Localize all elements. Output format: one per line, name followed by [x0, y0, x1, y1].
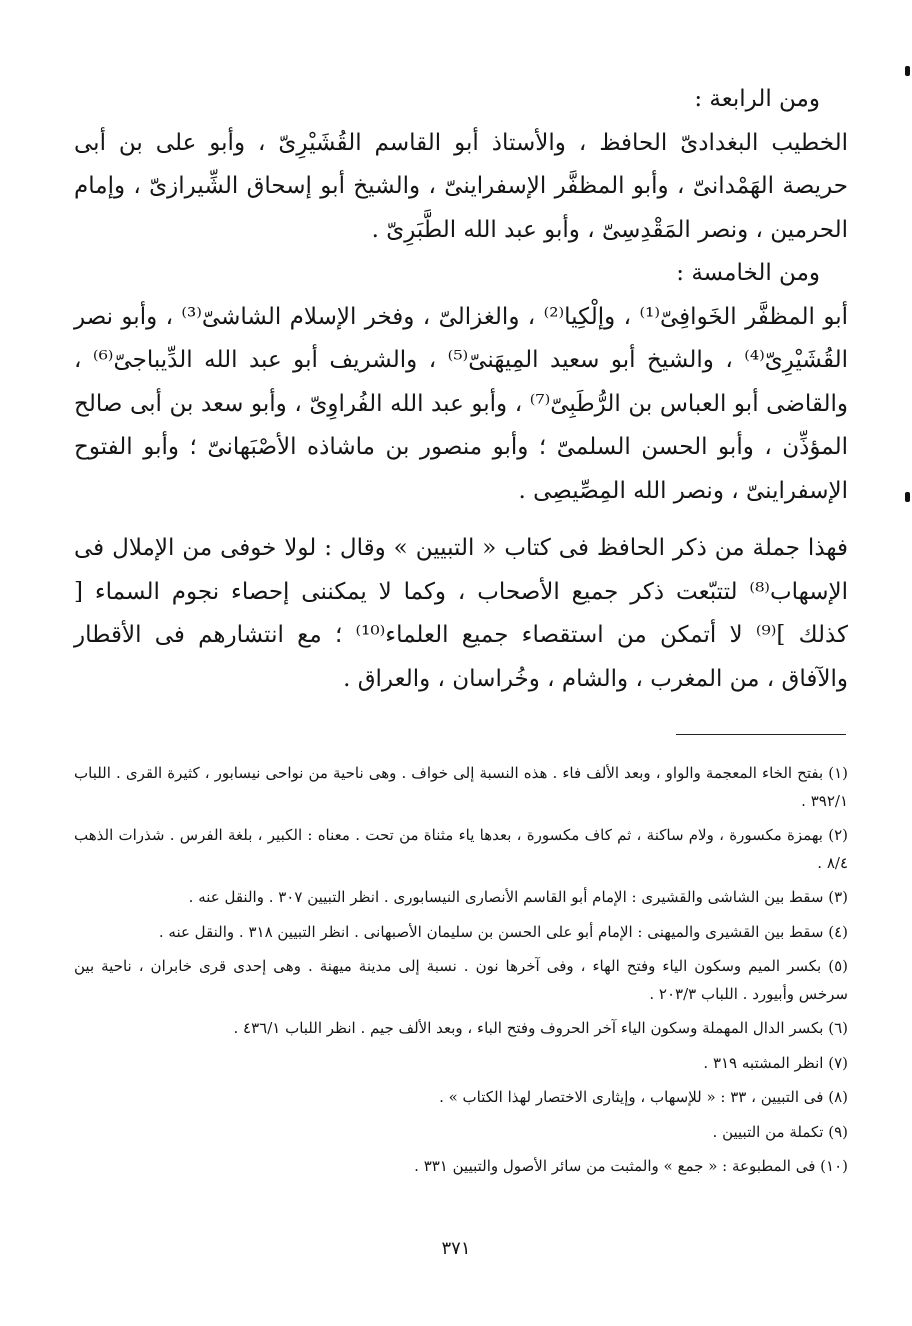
footnote: (٢) بهمزة مكسورة ، ولام ساكنة ، ثم كاف مكسورة ، بعدها ياء مثناة من تحت . معناه : الكبير ، بلغة الفرس . شذرات الذهب ٨/٤ .	[74, 826, 848, 872]
footnote: (٨) فى التبيين ، ٣٣ : « للإسهاب ، وإيثارى الاختصار لهذا الكتاب » .	[439, 1088, 848, 1106]
footnote: (٩) تكملة من التبيين .	[712, 1122, 848, 1141]
footnote: (٤) سقط بين القشيرى والميهنى : الإمام أبو على الحسن بن سليمان الأصبهانى . انظر التبيين ٣١٨ . والنقل عنه .	[158, 922, 848, 941]
footnote: (٧) انظر المشتبه ٣١٩ .	[703, 1053, 848, 1072]
margin-mark	[905, 66, 910, 76]
footnote: (١) بفتح الخاء المعجمة والواو ، وبعد الألف فاء . هذه النسبة إلى خواف . وهى ناحية من نواحى نيسابور ، كثيرة القرى . اللباب ٣٩٢/١ .	[74, 764, 848, 810]
page-number: ٣٧١	[441, 1238, 471, 1259]
paragraph-fourth-generation: الخطيب البغدادىّ الحافظ ، والأستاذ أبو القاسم القُشَيْرِىّ ، وأبو على بن أبى حريصة الهَمْدانىّ ، وأبو المظفَّر الإسفراينىّ ، والشيخ أبو إسحاق الشِّيرازىّ ، وإمام الحرمين ، ونصر المَقْدِسِىّ ، وأبو عبد الله الطَّبَرِىّ .	[74, 129, 848, 243]
section-heading-fifth: ومن الخامسة :	[676, 260, 820, 286]
paragraph-closing: فهذا جملة من ذكر الحافظ فى كتاب « التبيين » وقال : لولا خوفى من الإملال فى الإسهاب⁽⁸⁾ لتتبّعت ذكر جميع الأصحاب ، وكما لا يمكننى إحصاء نجوم السماء [ كذلك ]⁽⁹⁾ لا أتمكن من استقصاء جميع العلماء⁽¹⁰⁾ ؛ مع انتشارهم فى الأقطار والآفاق ، من المغرب ، والشام ، وخُراسان ، والعراق .	[74, 535, 849, 692]
footnote-divider	[676, 734, 846, 735]
footnotes	[74, 760, 848, 1181]
paragraph-fifth-generation: أبو المظفَّر الخَوافِىّ⁽¹⁾ ، وإلْكِيا⁽²⁾ ، والغزالىّ ، وفخر الإسلام الشاشىّ⁽³⁾ ، وأبو نصر القُشَيْرِىّ⁽⁴⁾ ، والشيخ أبو سعيد المِيهَنىّ⁽⁵⁾ ، والشريف أبو عبد الله الدِّيباجىّ⁽⁶⁾ ، والقاضى أبو العباس بن الرُّطَبِىّ⁽⁷⁾ ، وأبو عبد الله الفُراوِىّ ، وأبو سعد بن أبى صالح المؤذِّن ، وأبو الحسن السلمىّ ؛ وأبو منصور بن ماشاذه الأصْبَهانىّ ؛ وأبو الفتوح الإسفراينىّ ، ونصر الله المِصِّيصِى .	[74, 303, 849, 504]
footnote: (٥) بكسر الميم وسكون الياء وفتح الهاء ، وفى آخرها نون . نسبة إلى مدينة ميهنة . وهى إحدى قرى خابران ، ناحية بين سرخس وأبيورد . اللباب ٢٠٣/٣ .	[74, 957, 848, 1003]
footnote: (٣) سقط بين الشاشى والقشيرى : الإمام أبو القاسم الأنصارى النيسابورى . انظر التبيين ٣٠٧ . والنقل عنه .	[188, 888, 848, 906]
footnote: (٦) بكسر الدال المهملة وسكون الياء آخر الحروف وفتح الباء ، وبعد الألف جيم . انظر اللباب ٤٣٦/١ .	[233, 1019, 848, 1037]
margin-mark	[905, 492, 910, 502]
section-heading-fourth: ومن الرابعة :	[694, 86, 820, 112]
main-text	[74, 78, 848, 701]
footnote: (١٠) فى المطبوعة : « جمع » والمثبت من سائر الأصول والتبيين ٣٣١ .	[414, 1157, 848, 1175]
